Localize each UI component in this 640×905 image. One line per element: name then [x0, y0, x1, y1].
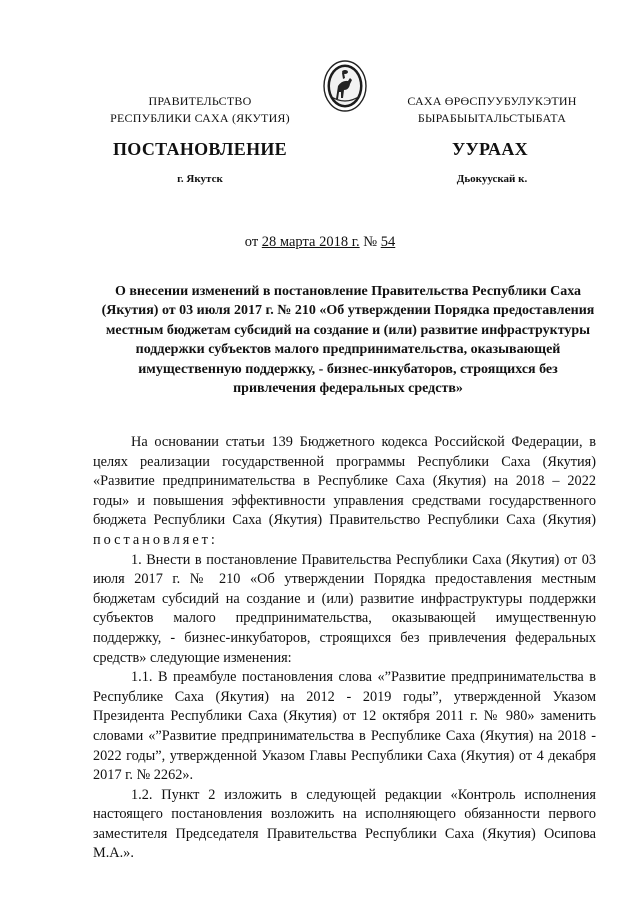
- coat-of-arms-icon: [322, 58, 368, 112]
- city-ru: г. Якутск: [177, 173, 223, 185]
- city-sakha: Дьокуускай к.: [456, 173, 528, 185]
- header-right-line-2: БЫРАБЫЫТАЛЬСТЫБАТА: [417, 111, 567, 125]
- header-left-line-2: РЕСПУБЛИКИ САХА (ЯКУТИЯ): [110, 111, 290, 125]
- date-number-line: [0, 233, 640, 251]
- decree-heading: О внесении изменений в постановление Правительства Республики Саха (Якутия) от 03 июля 2017 г. № 210 «Об утверждении Порядка предоставления местным бюджетам субсидий на создание и (или) развитие инфраструктуры поддержки субъектов малого предпринимательства, оказывающей имущественную поддержку, - бизнес-инкубаторов, строящихся без привлечения федеральных средств»: [101, 284, 595, 397]
- body-paragraph-1-1: 1.1. В преамбуле постановления слова «”Развитие предпринимательства в Республике Саха (Якутия) на 2012 - 2019 годы”, утвержденной Указом Президента Республики Саха (Якутия) от 12 октября 2011 г. № 980» заменить словами «”Развитие предпринимательства в Республике Саха (Якутия) на 2018 - 2022 годы”, утвержденной Указом Главы Республики Саха (Якутия) от 4 декабря 2017 г. № 2262».: [93, 669, 596, 784]
- decree-date: 28 марта 2018 г.: [261, 234, 360, 250]
- resolves-word: постановляет:: [93, 531, 218, 548]
- body-paragraph-1: 1. Внести в постановление Правительства Республики Саха (Якутия) от 03 июля 2017 г. № 210 «Об утверждении Порядка предоставления местным бюджетам субсидий на создание и (или) развитие инфраструктуры поддержки субъектов малого предпринимательства, оказывающей имущественную поддержку, - бизнес-инкубаторов, строящихся без привлечения федеральных средств» следующие изменения:: [93, 551, 596, 666]
- preamble-text: На основании статьи 139 Бюджетного кодекса Российской Федерации, в целях реализации государственной программы Республики Саха (Якутия) «Развитие предпринимательства в Республике Саха (Якутия) на 2018 – 2022 годы» и повышения эффективности управления средствами государственного бюджета Республики Саха (Якутия) Правительство Республики Саха (Якутия): [93, 434, 596, 529]
- header-left-line-1: ПРАВИТЕЛЬСТВО: [148, 94, 252, 108]
- date-prefix: от: [244, 234, 262, 250]
- header-right-line-1: САХА ӨРӨСПУУБУЛУКЭТИН: [407, 94, 577, 108]
- doc-title-ru: ПОСТАНОВЛЕНИЕ: [113, 139, 287, 159]
- number-sign: №: [359, 234, 381, 250]
- body-paragraph-preamble: [93, 433, 596, 551]
- government-header-ru: [102, 93, 298, 127]
- decree-number: 54: [380, 234, 396, 250]
- doc-title-sakha: УУРААХ: [452, 139, 528, 159]
- body-paragraph-1-2: 1.2. Пункт 2 изложить в следующей редакции «Контроль исполнения настоящего постановления возложить на исполняющего обязанности первого заместителя Председателя Правительства Республики Саха (Якутия) Осипова М.А.».: [93, 786, 596, 862]
- government-header-sakha: [386, 93, 598, 127]
- decree-body: [93, 433, 596, 864]
